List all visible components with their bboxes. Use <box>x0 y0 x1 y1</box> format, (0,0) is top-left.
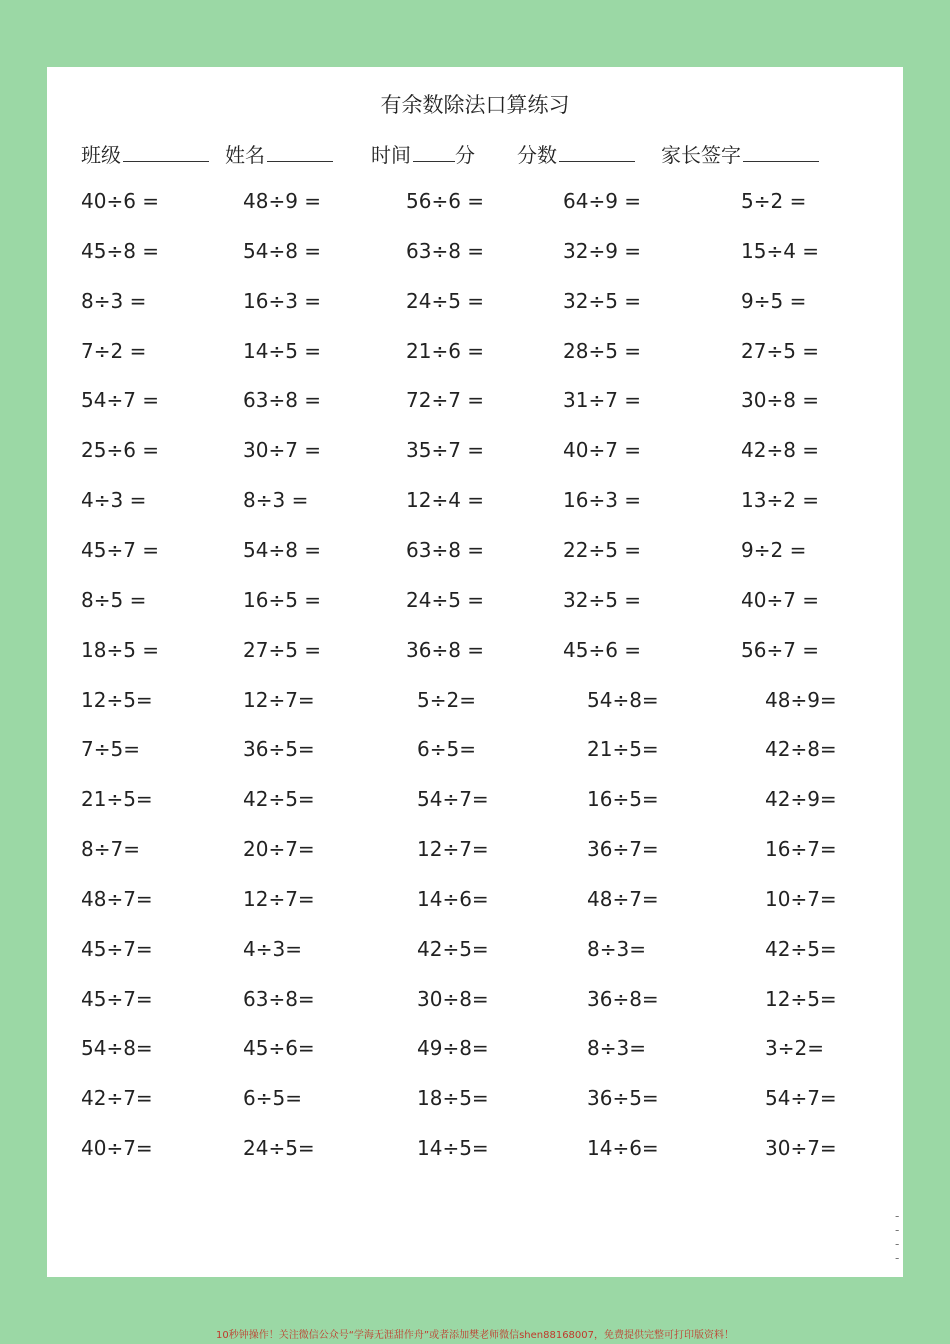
problem-r8-c3: 63÷8 = <box>406 538 485 562</box>
problem-r13-c1: 21÷5= <box>81 787 153 811</box>
problem-r7-c5: 13÷2 = <box>741 488 820 512</box>
problem-r6-c1: 25÷6 = <box>81 438 160 462</box>
problem-r9-c5: 40÷7 = <box>741 588 820 612</box>
problem-r10-c5: 56÷7 = <box>741 638 820 662</box>
problem-r2-c2: 54÷8 = <box>243 239 322 263</box>
page-title: 有余数除法口算练习 <box>380 93 570 117</box>
problem-r3-c1: 8÷3 = <box>81 289 147 313</box>
problem-r2-c3: 63÷8 = <box>406 239 485 263</box>
problem-r7-c3: 12÷4 = <box>406 488 485 512</box>
problem-r20-c1: 40÷7= <box>81 1136 153 1160</box>
name-field <box>225 139 333 168</box>
problem-r9-c3: 24÷5 = <box>406 588 485 612</box>
problem-r7-c1: 4÷3 = <box>81 488 147 512</box>
problem-r9-c1: 8÷5 = <box>81 588 147 612</box>
problem-r15-c3: 14÷6= <box>417 887 489 911</box>
problem-r1-c1: 40÷6 = <box>81 189 160 213</box>
parent-sign-field <box>661 139 819 168</box>
problem-r10-c4: 45÷6 = <box>563 638 642 662</box>
problem-r14-c2: 20÷7= <box>243 837 315 861</box>
time-label: 时间 <box>371 143 411 167</box>
name-label: 姓名 <box>225 143 265 167</box>
problem-r1-c4: 64÷9 = <box>563 189 642 213</box>
problem-r5-c3: 72÷7 = <box>406 388 485 412</box>
parent-sign-blank[interactable] <box>743 141 819 162</box>
problem-r17-c3: 30÷8= <box>417 987 489 1011</box>
problem-r3-c3: 24÷5 = <box>406 289 485 313</box>
problem-r16-c4: 8÷3= <box>587 937 646 961</box>
problem-r16-c1: 45÷7= <box>81 937 153 961</box>
problem-r19-c2: 6÷5= <box>243 1086 302 1110</box>
problem-r6-c3: 35÷7 = <box>406 438 485 462</box>
problem-r11-c3: 5÷2= <box>417 688 476 712</box>
problem-r13-c5: 42÷9= <box>765 787 837 811</box>
time-field <box>371 139 475 168</box>
problem-r19-c3: 18÷5= <box>417 1086 489 1110</box>
trailing-mark: ---- <box>895 1209 900 1265</box>
problem-r5-c2: 63÷8 = <box>243 388 322 412</box>
problem-r3-c4: 32÷5 = <box>563 289 642 313</box>
score-label: 分数 <box>517 143 557 167</box>
problem-r14-c1: 8÷7= <box>81 837 140 861</box>
time-unit: 分 <box>455 143 475 167</box>
problem-r11-c1: 12÷5= <box>81 688 153 712</box>
score-blank[interactable] <box>559 141 635 162</box>
problem-r6-c5: 42÷8 = <box>741 438 820 462</box>
problem-r8-c1: 45÷7 = <box>81 538 160 562</box>
problem-r11-c2: 12÷7= <box>243 688 315 712</box>
problem-r13-c2: 42÷5= <box>243 787 315 811</box>
problem-r4-c2: 14÷5 = <box>243 339 322 363</box>
class-label: 班级 <box>81 143 121 167</box>
problem-r15-c2: 12÷7= <box>243 887 315 911</box>
problem-r13-c4: 16÷5= <box>587 787 659 811</box>
problem-r19-c1: 42÷7= <box>81 1086 153 1110</box>
problem-r8-c2: 54÷8 = <box>243 538 322 562</box>
problem-r7-c2: 8÷3 = <box>243 488 309 512</box>
parent-sign-label: 家长签字 <box>661 143 741 167</box>
class-field <box>81 139 209 168</box>
problem-r11-c4: 54÷8= <box>587 688 659 712</box>
problem-r17-c1: 45÷7= <box>81 987 153 1011</box>
problem-r20-c2: 24÷5= <box>243 1136 315 1160</box>
problem-r12-c5: 42÷8= <box>765 737 837 761</box>
problem-r12-c3: 6÷5= <box>417 737 476 761</box>
problem-r16-c5: 42÷5= <box>765 937 837 961</box>
problem-r19-c5: 54÷7= <box>765 1086 837 1110</box>
problem-r14-c4: 36÷7= <box>587 837 659 861</box>
problem-r5-c4: 31÷7 = <box>563 388 642 412</box>
problem-r12-c1: 7÷5= <box>81 737 140 761</box>
name-blank[interactable] <box>267 141 333 162</box>
problem-r6-c2: 30÷7 = <box>243 438 322 462</box>
problem-r17-c4: 36÷8= <box>587 987 659 1011</box>
problem-r2-c4: 32÷9 = <box>563 239 642 263</box>
problem-r4-c5: 27÷5 = <box>741 339 820 363</box>
problem-r20-c3: 14÷5= <box>417 1136 489 1160</box>
problem-r9-c2: 16÷5 = <box>243 588 322 612</box>
problem-r8-c5: 9÷2 = <box>741 538 807 562</box>
problem-r16-c2: 4÷3= <box>243 937 302 961</box>
problem-r3-c2: 16÷3 = <box>243 289 322 313</box>
problem-r10-c3: 36÷8 = <box>406 638 485 662</box>
problem-r14-c3: 12÷7= <box>417 837 489 861</box>
problem-r15-c1: 48÷7= <box>81 887 153 911</box>
problem-r5-c5: 30÷8 = <box>741 388 820 412</box>
problem-r7-c4: 16÷3 = <box>563 488 642 512</box>
problem-r6-c4: 40÷7 = <box>563 438 642 462</box>
problem-r18-c4: 8÷3= <box>587 1036 646 1060</box>
problem-r4-c4: 28÷5 = <box>563 339 642 363</box>
problem-r10-c1: 18÷5 = <box>81 638 160 662</box>
footer-note: 10秒钟操作！关注微信公众号“学海无涯甜作舟”或者添加樊老师微信shen88168007，免费提供完整可打印版资料！ <box>215 1330 735 1341</box>
problem-r4-c3: 21÷6 = <box>406 339 485 363</box>
problem-r18-c1: 54÷8= <box>81 1036 153 1060</box>
problem-r12-c2: 36÷5= <box>243 737 315 761</box>
problem-r15-c4: 48÷7= <box>587 887 659 911</box>
problem-r12-c4: 21÷5= <box>587 737 659 761</box>
problem-r14-c5: 16÷7= <box>765 837 837 861</box>
problem-r5-c1: 54÷7 = <box>81 388 160 412</box>
problem-r18-c3: 49÷8= <box>417 1036 489 1060</box>
problem-r16-c3: 42÷5= <box>417 937 489 961</box>
problem-r13-c3: 54÷7= <box>417 787 489 811</box>
problem-r18-c2: 45÷6= <box>243 1036 315 1060</box>
problem-r1-c3: 56÷6 = <box>406 189 485 213</box>
problem-r17-c5: 12÷5= <box>765 987 837 1011</box>
problem-r8-c4: 22÷5 = <box>563 538 642 562</box>
problem-r9-c4: 32÷5 = <box>563 588 642 612</box>
problem-r20-c4: 14÷6= <box>587 1136 659 1160</box>
time-blank[interactable] <box>413 141 455 162</box>
score-field <box>517 139 635 168</box>
problem-r2-c5: 15÷4 = <box>741 239 820 263</box>
problem-r1-c5: 5÷2 = <box>741 189 807 213</box>
problem-r18-c5: 3÷2= <box>765 1036 824 1060</box>
problem-r20-c5: 30÷7= <box>765 1136 837 1160</box>
worksheet-page <box>47 67 903 1277</box>
problem-r17-c2: 63÷8= <box>243 987 315 1011</box>
problem-r19-c4: 36÷5= <box>587 1086 659 1110</box>
problem-r11-c5: 48÷9= <box>765 688 837 712</box>
problem-r3-c5: 9÷5 = <box>741 289 807 313</box>
problem-r15-c5: 10÷7= <box>765 887 837 911</box>
problem-r4-c1: 7÷2 = <box>81 339 147 363</box>
problem-r2-c1: 45÷8 = <box>81 239 160 263</box>
class-blank[interactable] <box>123 141 209 162</box>
problem-r1-c2: 48÷9 = <box>243 189 322 213</box>
problem-r10-c2: 27÷5 = <box>243 638 322 662</box>
